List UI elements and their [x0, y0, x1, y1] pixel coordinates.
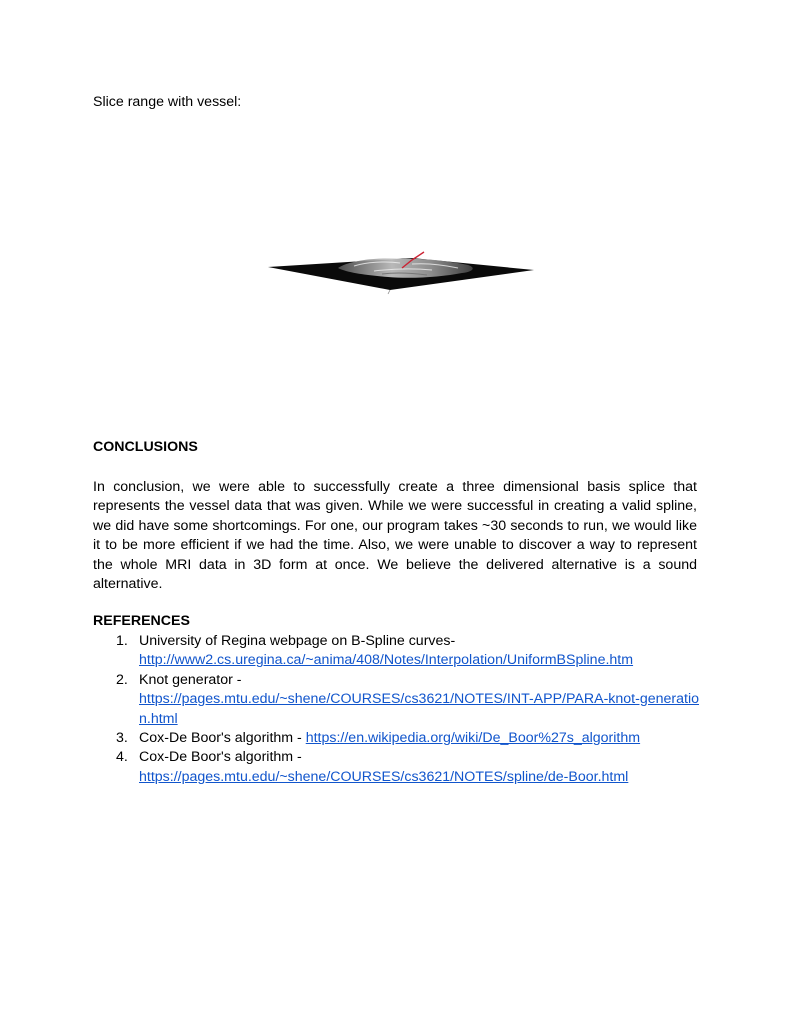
references-heading: REFERENCES	[93, 613, 190, 629]
mri-slice-3d-render-icon	[262, 244, 538, 300]
reference-number: 4.	[116, 749, 128, 766]
figure-caption: Slice range with vessel:	[93, 94, 242, 110]
reference-link[interactable]: http://www2.cs.uregina.ca/~anima/408/Notes/Interpolation/UniformBSpline.htm	[139, 652, 634, 669]
reference-text: Knot generator -	[139, 671, 242, 688]
reference-text: University of Regina webpage on B-Spline curves-	[139, 633, 456, 649]
mri-slice-figure	[262, 244, 538, 300]
conclusions-paragraph: In conclusion, we were able to successfully create a three dimensional basis splice that represents the vessel data that was given. While we were successful in creating a valid spline, we did have some shortcomings. For one, our program takes ~30 seconds to run, we would like it to be more efficient if we had the time. Also, we were unable to discover a way to represent the whole MRI data in 3D form at once. We believe the delivered alternative is a sound alternative.	[93, 479, 697, 593]
reference-number: 2.	[116, 671, 128, 688]
reference-text: Cox-De Boor's algorithm -	[139, 749, 302, 766]
reference-link[interactable]: https://pages.mtu.edu/~shene/COURSES/cs3621/NOTES/spline/de-Boor.html	[139, 768, 629, 785]
reference-item	[93, 632, 703, 671]
reference-item	[93, 748, 703, 787]
reference-number: 3.	[116, 730, 128, 747]
conclusions-heading: CONCLUSIONS	[93, 439, 198, 455]
reference-link[interactable]: https://pages.mtu.edu/~shene/COURSES/cs3621/NOTES/INT-APP/PARA-knot-generation.html	[139, 691, 700, 727]
references-list	[93, 632, 703, 787]
reference-link[interactable]: https://en.wikipedia.org/wiki/De_Boor%27s_algorithm	[305, 730, 641, 747]
reference-text: Cox-De Boor's algorithm -	[139, 730, 302, 747]
reference-item	[93, 729, 703, 748]
reference-number: 1.	[116, 633, 128, 649]
reference-item	[93, 671, 703, 729]
